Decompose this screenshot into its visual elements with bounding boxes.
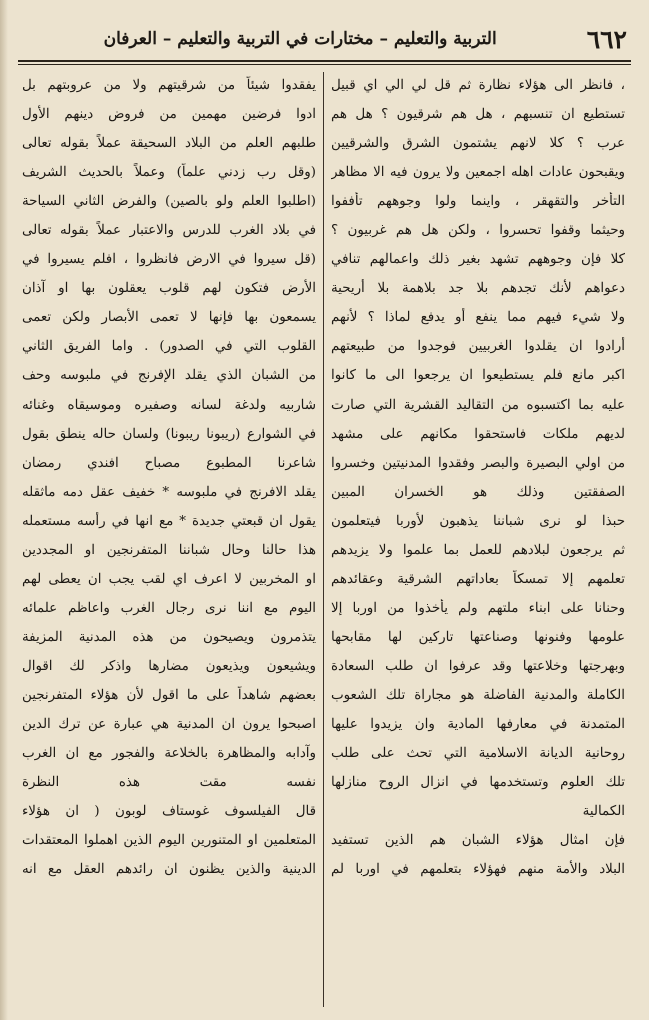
text-line: يسمعون بها فإنها لا تعمى الأبصار ولكن تعمى [22, 310, 316, 326]
text-line: او المخربين لا اعرف اي لقب يجب ان يعطى لهم [22, 571, 316, 587]
text-line: يتذمرون ويصيحون من هذه المدنية المزيفة [22, 629, 316, 645]
text-line: المتمدنة في معارفها المادية وان يزيدوا عليها [331, 717, 625, 733]
text-line: وآدابه والمظاهرة بالخلاعة والفجور مع ان الغرب [22, 746, 316, 762]
text-line: شاعرنا المطبوع مصباح افندي رمضان [22, 455, 316, 471]
text-line: الكاملة والمدنية الفاضلة هو مجاراة تلك الشعوب [331, 687, 625, 703]
text-line: عليه بما اكتسبوه من التقاليد القشرية التي صارت [331, 397, 625, 413]
text-line: ويشيعون ويذيعون مضارها واذكر لك اقوال [22, 658, 316, 674]
text-line: طلبهم العلم من البلاد السحيقة عملاً بقوله تعالى [22, 136, 316, 152]
text-line: (اطلبوا العلم ولو بالصين) والفرض الثاني السياحة [22, 194, 316, 210]
text-line: المتعلمين او المتنورين اليوم الذين اهملوا المعتقدات [22, 833, 316, 849]
text-line: البلاد والأمة منهم فهؤلاء بتعلمهم في اوربا لم [331, 862, 625, 878]
text-line: قال الفيلسوف غوستاف لوبون ( ان هؤلاء [22, 804, 316, 820]
text-line: ادوا فرضين مهمين من فروض دينهم الأول [22, 107, 316, 123]
text-line: اليوم مع اننا نرى رجال الغرب واعاظم علمائه [22, 600, 316, 616]
text-line: الأرض فتكون لهم قلوب يعقلون بها او آذان [22, 281, 316, 297]
text-line: الكمالية [582, 804, 625, 820]
text-line: يفقدوا شيئاً من شرقيتهم ولا من عروبتهم بل [22, 78, 316, 93]
text-line: اصبحوا يرون ان المدنية هي عبارة عن ترك الدين [22, 717, 316, 733]
page-header [22, 22, 627, 56]
text-line: شاربيه ولدغة لسانه وصفيره وموسيقاه وغنائه [22, 397, 316, 413]
text-line: (وقل رب زدني علماً) وعملاً بالحديث الشريف [22, 165, 316, 181]
text-line: في الشوارع (ريبونا ريبونا) ولسان حاله ينطق بقول [22, 426, 316, 442]
text-line: (قل سيروا في الارض فانظروا ، افلم يسيروا في [22, 252, 316, 268]
text-line: ولا شيء فيهم مما ينفع أو يدفع لماذا ؟ لأنهم [331, 310, 625, 326]
text-line: التأخر والتقهقر ، واينما ولوا وجوههم تأففوا [331, 194, 625, 210]
column-divider [323, 72, 324, 1007]
running-title: التربية والتعليم – مختارات في التربية والتعليم – العرفان [103, 29, 497, 49]
text-line: حبذا لو نرى شباننا يذهبون لأوربا فيتعلمون [331, 513, 625, 529]
text-line: ويقبحون عادات اهله اجمعين ولا يرون فيه الا مظاهر [331, 165, 625, 181]
text-line: فإن امثال هؤلاء الشبان هم الذين تستفيد [331, 833, 625, 849]
text-line: أرادوا ان يقلدوا الغربيين فوجدوا من طبيعتهم [331, 339, 625, 355]
text-line: الصفقتين وذلك هو الخسران المبين [331, 484, 625, 500]
text-line: هذا حالنا وحال شباننا المتفرنجين او المجددين [22, 542, 316, 558]
text-line: عرب ؟ كلا لانهم يشتمون الشرق والشرقيين [331, 136, 625, 152]
text-line: علومها وفنونها وصناعتها تاركين لها مقابحها [331, 629, 625, 645]
header-rule-thin [18, 64, 631, 65]
text-line: وحنانا على ابناء ملتهم ولم يأخذوا من اوربا إلا [331, 600, 625, 616]
page-fold-shadow [0, 0, 8, 1020]
text-line: القلوب التي في الصدور) . واما الفريق الثاني [22, 339, 316, 355]
text-line: تلك العلوم وتستخدمها في انزال الروح منازلها [331, 775, 625, 791]
text-line: في بلاد الغرب للدرس والاعتبار عملاً بقوله تعالى [22, 223, 316, 239]
page-number: ٦٦٢ [586, 24, 627, 54]
text-line: يقلد الافرنج في ملبوسه * خفيف عقل دمه ماثقله [22, 484, 316, 500]
text-line: لديهم ملكات فاستحقوا مكانهم على مشهد [331, 426, 625, 442]
text-line: تعلمهم إلا تمسكاً بعاداتهم الشرقية وعقائدهم [331, 571, 625, 587]
text-line: كلا فإن وجوههم تشهد بغير ذلك واعمالهم تنافي [331, 252, 625, 268]
text-column-left [22, 76, 316, 889]
text-line: دعواهم لأنك تجدهم بلا جد بلاهمة بلا أريحية [331, 281, 625, 297]
text-column-right [331, 76, 625, 889]
text-line: من الشبان الذي يقلد الإفرنج في ملبوسه وحف [22, 368, 316, 384]
text-line: ثم يرجعون لبلادهم للعمل بما علموا ولا يزيدهم [331, 542, 625, 558]
text-line: بعضهم شاهداً على ما اقول لأن هؤلاء المتفرنجين [22, 687, 316, 703]
text-line: وحيثما وقفوا تحسروا ، ولكن هل هم غربيون ؟ [331, 223, 625, 239]
text-line: ، فانظر الى هؤلاء نظارة ثم قل لي الي اي قبيل [331, 78, 625, 93]
text-line: من اولي البصيرة والبصر وفقدوا المدنيتين وخسروا [331, 455, 625, 471]
text-line: روحانية الديانة الاسلامية التي تحث على طلب [331, 746, 625, 762]
text-line: الدينية والذين يظنون ان رائدهم العقل مع انه [22, 862, 316, 878]
text-line: وبهرجتها وخلاعتها وقد عرفوا ان طلب السعادة [331, 658, 625, 674]
text-line: تستطيع ان تنسبهم ، هل هم شرقيون ؟ هل هم [331, 107, 625, 123]
text-line: اكبر مانع فلم يستطيعوا ان يرجعوا الى ما كانوا [331, 368, 625, 384]
header-rule [18, 60, 631, 62]
text-line: نفسه مقت هذه النظرة [22, 775, 316, 791]
text-line: يقول ان قبعتي جديدة * مع انها في رأسه مستعمله [22, 513, 316, 529]
